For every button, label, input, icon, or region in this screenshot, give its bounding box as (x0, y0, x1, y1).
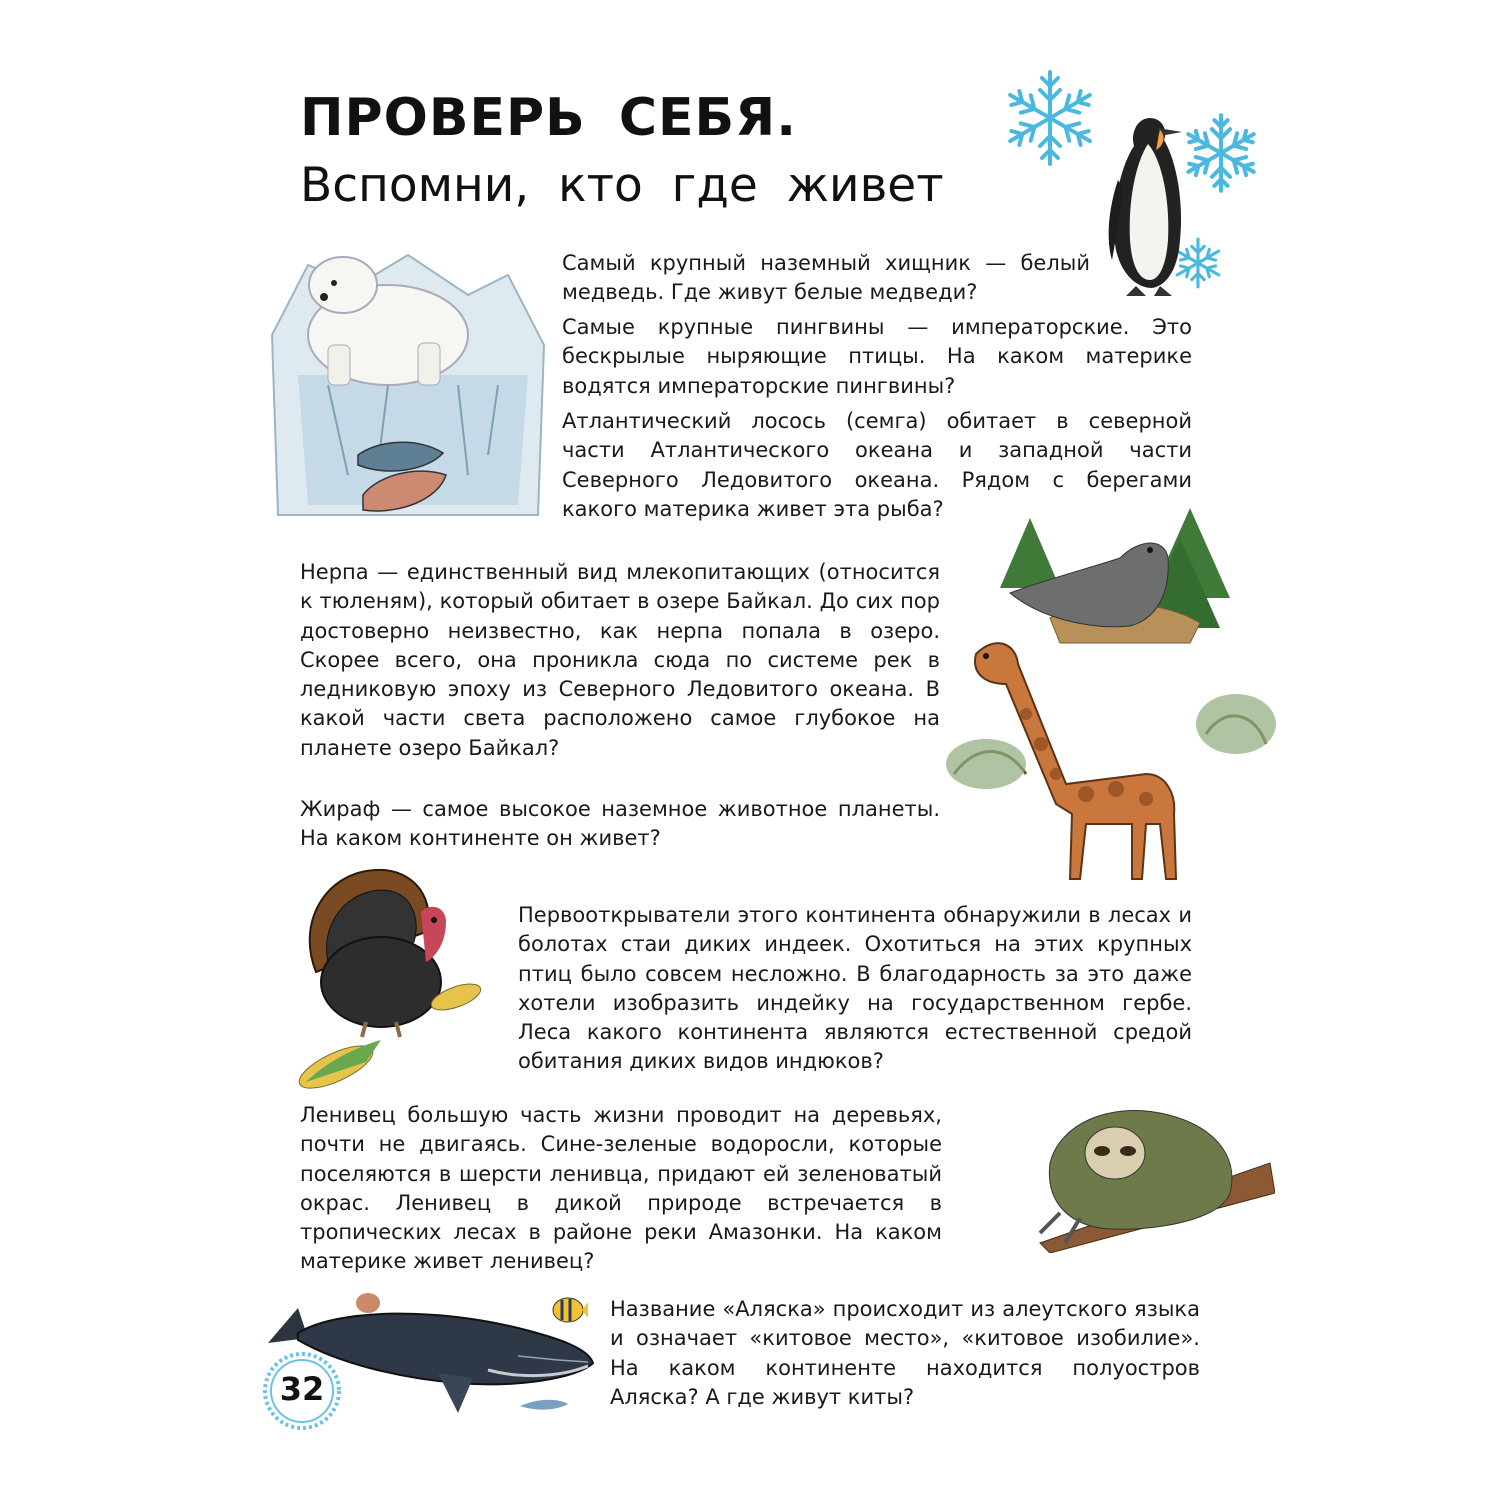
paragraph-giraffe (300, 795, 940, 861)
paragraph-text: Первооткрыватели этого континента обнаружили в лесах и болотах стаи диких индеек. Охотиться на этих крупных птиц было совсем несложно. В благодарность за это даже хотели изобразить индейку на государственном гербе. Леса какого континента являются естественной средой обитания диких видов индюков? (518, 903, 1192, 1074)
paragraph-text: Название «Аляска» происходит из алеутского языка и означает «китовое место», «китовое изобилие». На каком континенте находится полуостров Аляска? А где живут киты? (610, 1297, 1200, 1409)
paragraph-text: Ленивец большую часть жизни проводит на деревьях, почти не двигаясь. Сине-зеленые водоросли, которые поселяются в шерсти ленивца, придают ей зеленоватый окрас. Ленивец в дикой природе встречается в тропических лесах в районе реки Амазонки. На каком материке живет ленивец? (300, 1103, 942, 1274)
paragraph-penguin (562, 313, 1192, 408)
paragraph-text: Самые крупные пингвины — императорские. Это бескрылые ныряющие птицы. На каком материке водятся императорские пингвины? (562, 315, 1192, 398)
page-number: 32 (279, 1370, 325, 1408)
polar-bear-illustration (268, 225, 550, 535)
paragraph-polar-bear (562, 249, 1090, 315)
sloth-illustration (1020, 1103, 1275, 1253)
paragraph-text: Жираф — самое высокое наземное животное планеты. На каком континенте он живет? (300, 797, 940, 851)
penguin-illustration (1100, 110, 1195, 300)
paragraph-text: Нерпа — единственный вид млекопитающих (относится к тюленям), который обитает в озере Байкал. До сих пор достоверно неизвестно, как нерпа попала в озеро. Скорее всего, она проникла сюда по системе рек в ледниковую эпоху из Северного Ледовитого океана. В какой части света расположено самое глубокое на планете озеро Байкал? (300, 560, 940, 760)
paragraph-alaska (610, 1295, 1200, 1419)
turkey-illustration (296, 862, 488, 1090)
snowflake-icon (1000, 66, 1100, 170)
page-title: ПРОВЕРЬ СЕБЯ. (300, 88, 797, 148)
paragraph-text: Атлантический лосось (семга) обитает в северной части Атлантического океана и западной части Северного Ледовитого океана. Рядом с берегами какого материка живет эта рыба? (562, 409, 1192, 521)
paragraph-text: Самый крупный наземный хищник — белый медведь. Где живут белые медведи? (562, 251, 1090, 305)
giraffe-illustration (946, 624, 1276, 886)
paragraph-nerpa (300, 558, 940, 770)
paragraph-salmon (562, 407, 1192, 531)
tropical-fish-icon (548, 1294, 588, 1326)
paragraph-turkey (518, 901, 1192, 1084)
paragraph-sloth (300, 1101, 942, 1284)
page-subtitle: Вспомни, кто где живет (300, 158, 944, 213)
